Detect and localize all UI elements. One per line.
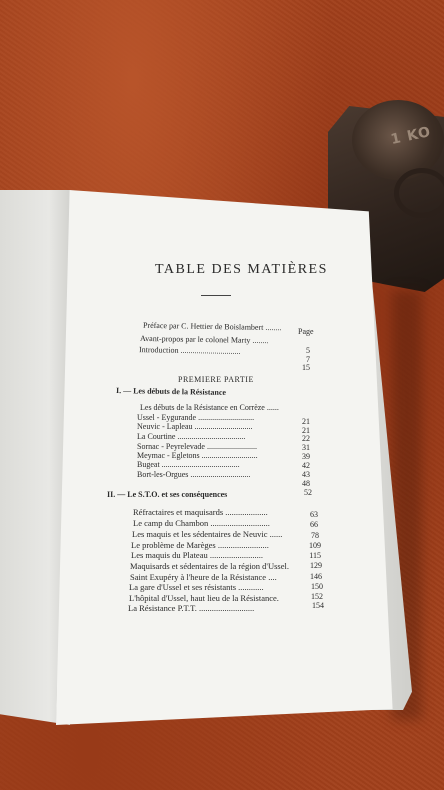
toc-entry-text: La gare d'Ussel et ses résistants ............: [129, 582, 264, 592]
toc-entry-text: La Résistance P.T.T. ..........................: [128, 603, 255, 613]
toc-entry-page: 52: [304, 488, 312, 497]
iron-weight-ring: [394, 168, 444, 218]
toc-title: TABLE DES MATIÈRES: [155, 262, 328, 277]
toc-entry-page: 109: [309, 541, 321, 550]
toc-entry-page: 31: [302, 443, 310, 452]
toc-entry-page: 15: [302, 363, 310, 372]
toc-entry-page: 21: [302, 417, 310, 426]
toc-entry-text: Avant-propos par le colonel Marty ........: [139, 333, 269, 346]
toc-entry-text: Préface par C. Hettier de Boislambert ........: [142, 320, 282, 333]
toc-entry-page: 42: [302, 461, 310, 470]
toc-entry-text: L'hôpital d'Ussel, haut lieu de la Résistance.: [129, 593, 279, 603]
toc-entry-text: Saint Exupéry à l'heure de la Résistance ....: [130, 572, 277, 582]
toc-entry-page: 5: [306, 346, 310, 355]
toc-entry-text: Les maquis et les sédentaires de Neuvic ......: [132, 529, 283, 539]
iron-weight-label: 1 KO: [389, 123, 433, 149]
toc-entry-text: Bugeat .......................................: [137, 460, 240, 469]
toc-entry-text: Le camp du Chambon ............................: [133, 518, 270, 528]
toc-entry-text: La Courtine ..................................: [137, 432, 246, 441]
toc-entry-page: 39: [302, 452, 310, 461]
toc-entry-page: 48: [302, 479, 310, 488]
toc-entry-page: 43: [302, 470, 310, 479]
toc-entry-page: 66: [310, 520, 318, 529]
toc-entry-text: Introduction ..............................: [138, 345, 241, 356]
toc-entry-text: Ussel - Eygurande ............................: [137, 413, 255, 422]
toc-entry-page: 115: [309, 551, 321, 560]
toc-entry-text: Le problème de Marèges ........................: [131, 540, 269, 550]
toc-entry-page: 78: [311, 531, 319, 540]
toc-entry-page: 150: [311, 582, 323, 591]
toc-entry-page: 7: [306, 355, 310, 364]
toc-entry-page: 146: [310, 572, 322, 581]
section-heading: II. — Le S.T.O. et ses conséquences: [107, 490, 228, 499]
part-heading: PREMIERE PARTIE: [178, 375, 254, 384]
toc-entry-text: Maquisards et sédentaires de la région d'Ussel.: [130, 561, 289, 571]
toc-entry-page: 21: [302, 426, 310, 435]
toc-entry-page: 63: [310, 510, 318, 519]
toc-entry-text: Neuvic - Lapleau .............................: [137, 422, 253, 431]
toc-entry-page: 154: [312, 601, 324, 610]
toc-entry-text: Bort-les-Orgues ..............................: [137, 470, 251, 479]
toc-entry-page: 129: [310, 561, 322, 570]
toc-entry-text: Les maquis du Plateau .........................: [131, 550, 263, 560]
toc-entry-text: Sornac - Peyrelevade .........................: [137, 442, 257, 451]
section-heading: I. — Les débuts de la Résistance: [115, 386, 227, 397]
page-column-label: Page: [298, 327, 314, 336]
toc-entry-page: 22: [302, 434, 310, 443]
toc-entry-text: Les débuts de la Résistance en Corrèze ......: [140, 403, 279, 412]
toc-entry-text: Réfractaires et maquisards ....................: [133, 507, 268, 517]
title-rule: [201, 295, 231, 296]
toc-entry-page: 152: [311, 592, 323, 601]
toc-entry-text: Meymac - Egletons ............................: [137, 451, 258, 460]
